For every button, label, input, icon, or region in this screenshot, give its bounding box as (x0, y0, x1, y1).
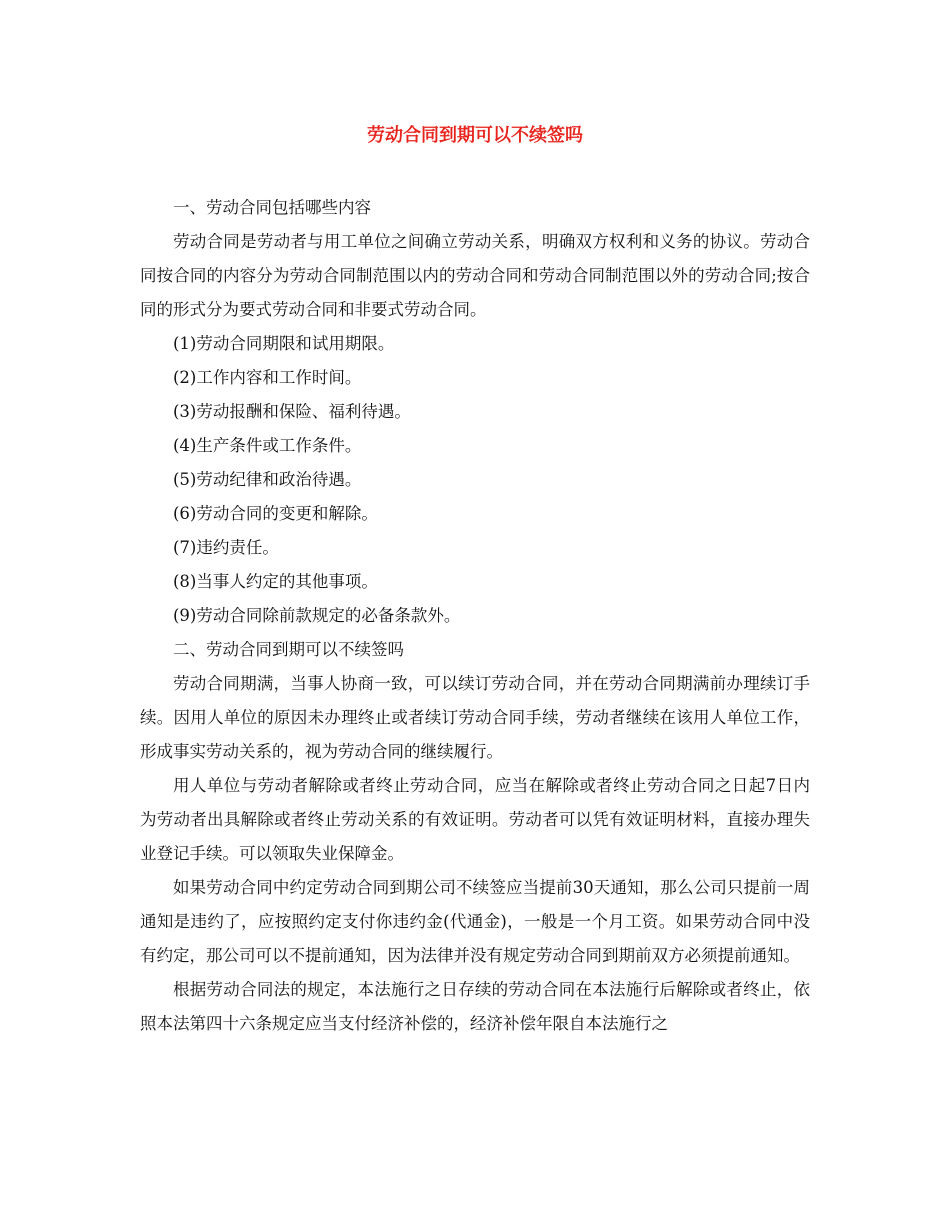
list-item: (2)工作内容和工作时间。 (173, 368, 362, 387)
section-heading-2: 二、劳动合同到期可以不续签吗 (173, 640, 404, 659)
paragraph: 如果劳动合同中约定劳动合同到期公司不续签应当提前30天通知，那么公司只提前一周通知是违约了，应按照约定支付你违约金(代通金)，一般是一个月工资。如果劳动合同中没有约定，那公司可以不提前通知，因为法律并没有规定劳动合同到期前双方必须提前通知。 (140, 878, 810, 965)
paragraph: 劳动合同期满，当事人协商一致，可以续订劳动合同，并在劳动合同期满前办理续订手续。因用人单位的原因未办理终止或者续订劳动合同手续，劳动者继续在该用人单位工作，形成事实劳动关系的，视为劳动合同的继续履行。 (140, 674, 810, 761)
list-item: (9)劳动合同除前款规定的必备条款外。 (173, 606, 461, 625)
list-item: (7)违约责任。 (173, 538, 279, 557)
list-item: (8)当事人约定的其他事项。 (173, 572, 378, 591)
paragraph: 劳动合同是劳动者与用工单位之间确立劳动关系，明确双方权利和义务的协议。劳动合同按合同的内容分为劳动合同制范围以内的劳动合同和劳动合同制范围以外的劳动合同;按合同的形式分为要式劳动合同和非要式劳动合同。 (140, 232, 810, 319)
list-item: (5)劳动纪律和政治待遇。 (173, 470, 362, 489)
paragraph: 用人单位与劳动者解除或者终止劳动合同，应当在解除或者终止劳动合同之日起7日内为劳动者出具解除或者终止劳动关系的有效证明。劳动者可以凭有效证明材料，直接办理失业登记手续。可以领取失业保障金。 (140, 776, 810, 863)
list-item: (4)生产条件或工作条件。 (173, 436, 362, 455)
list-item: (6)劳动合同的变更和解除。 (173, 504, 378, 523)
list-item: (3)劳动报酬和保险、福利待遇。 (173, 402, 411, 421)
paragraph: 根据劳动合同法的规定，本法施行之日存续的劳动合同在本法施行后解除或者终止，依照本法第四十六条规定应当支付经济补偿的，经济补偿年限自本法施行之 (140, 980, 810, 1033)
section-heading-1: 一、劳动合同包括哪些内容 (173, 198, 371, 217)
document-body (140, 191, 810, 1041)
list-item: (1)劳动合同期限和试用期限。 (173, 334, 395, 353)
document-title: 劳动合同到期可以不续签吗 (367, 125, 583, 146)
document-page (140, 0, 810, 1230)
